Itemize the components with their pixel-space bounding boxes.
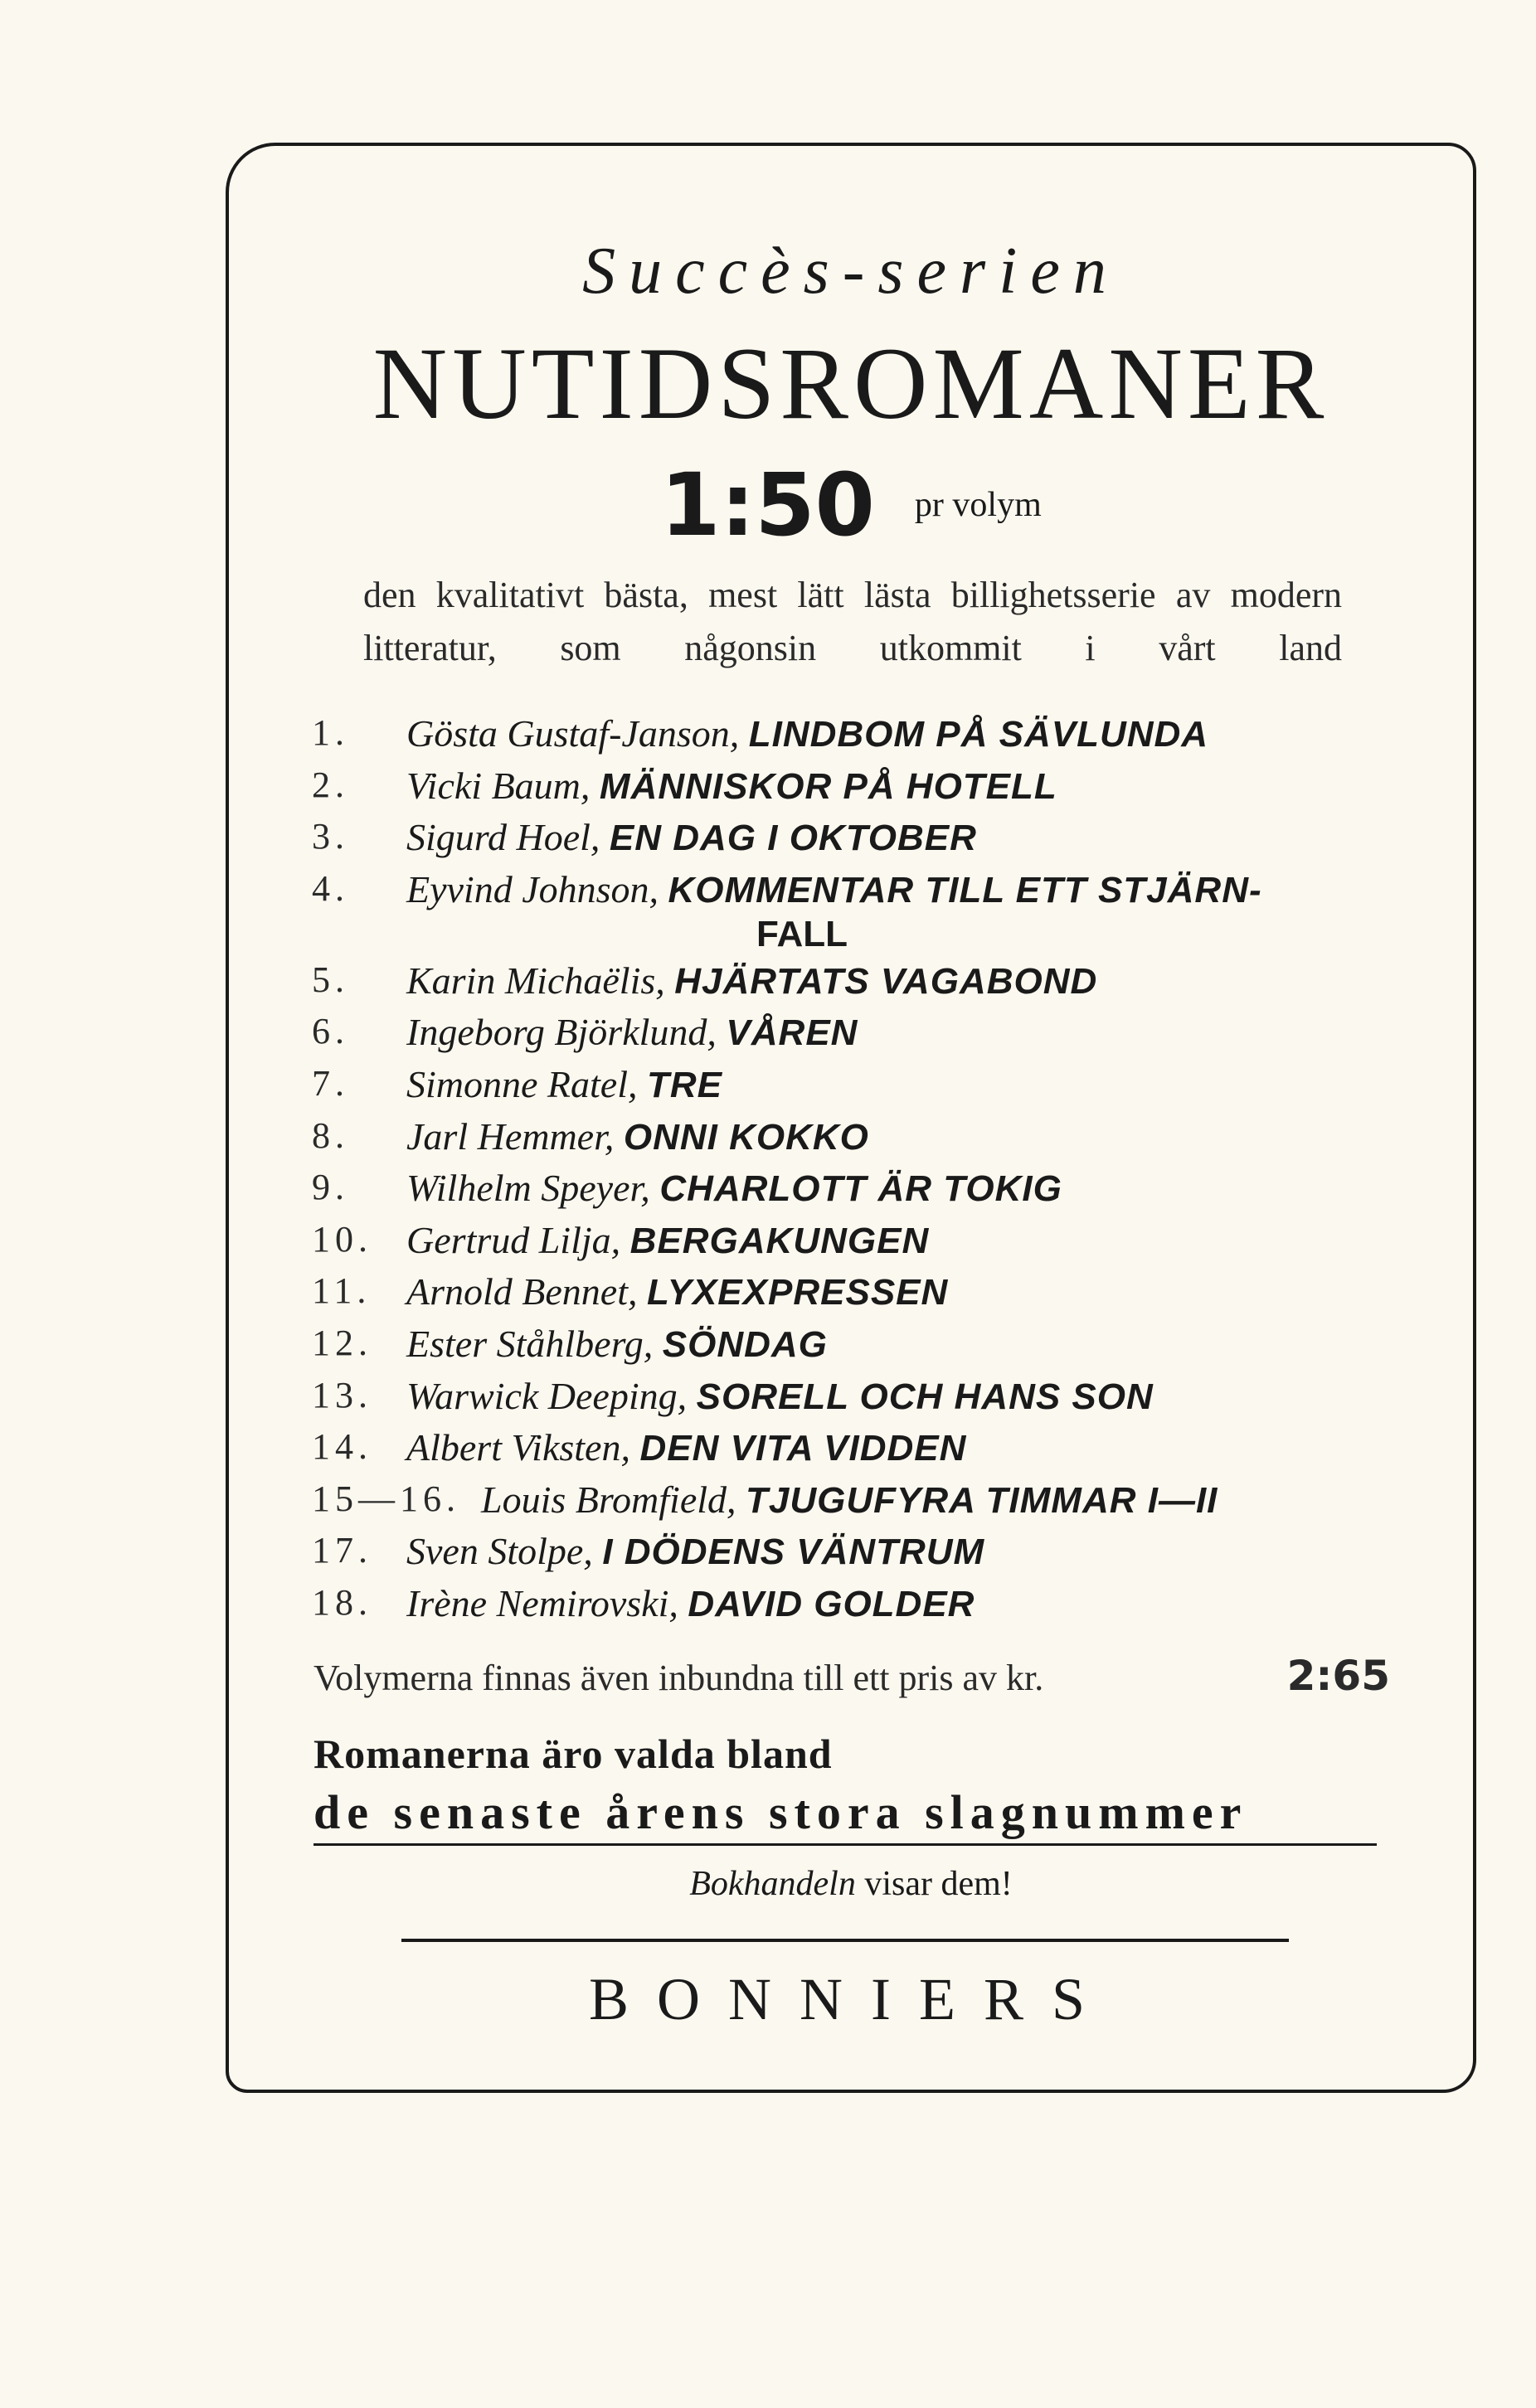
list-item xyxy=(312,711,1390,764)
item-number: 17. xyxy=(312,1530,372,1571)
item-author: Arnold Bennet, xyxy=(406,1270,638,1313)
item-author: Irène Nemirovski, xyxy=(406,1581,678,1624)
item-title: LINDBOM PÅ SÄVLUNDA xyxy=(748,714,1209,755)
item-number: 6. xyxy=(312,1011,349,1052)
item-title: DAVID GOLDER xyxy=(688,1583,975,1624)
price-value: 1:50 xyxy=(660,454,875,556)
item-author: Jarl Hemmer, xyxy=(406,1114,615,1158)
item-author: Warwick Deeping, xyxy=(406,1374,688,1417)
item-author: Gösta Gustaf-Janson, xyxy=(406,712,740,755)
list-item xyxy=(312,1166,1390,1218)
bound-edition-note xyxy=(314,1652,1390,1700)
page-title: NUTIDSROMANER xyxy=(372,327,1329,440)
price-row xyxy=(226,454,1476,556)
item-author-title xyxy=(406,1218,929,1262)
list-item xyxy=(312,1478,1390,1530)
item-title: HJÄRTATS VAGABOND xyxy=(674,960,1098,1002)
book-list xyxy=(312,711,1390,1634)
bookshop-rest: visar dem! xyxy=(864,1865,1013,1903)
item-author-title xyxy=(406,1581,975,1625)
list-item xyxy=(312,1581,1390,1634)
item-title: KOMMENTAR TILL ETT STJÄRN- xyxy=(668,869,1262,910)
divider xyxy=(401,1939,1289,1942)
item-author-title xyxy=(406,815,977,859)
item-author: Sven Stolpe, xyxy=(406,1530,593,1573)
item-title: EN DAG I OKTOBER xyxy=(609,818,977,859)
list-item xyxy=(312,1374,1390,1426)
item-number: 7. xyxy=(312,1062,349,1104)
item-number: 15—16. xyxy=(312,1478,460,1519)
item-number: 4. xyxy=(312,867,349,909)
item-title: LYXEXPRESSEN xyxy=(647,1272,949,1313)
item-author-title xyxy=(406,1529,984,1573)
item-author: Simonne Ratel, xyxy=(406,1062,638,1105)
list-item xyxy=(312,1322,1390,1374)
list-item xyxy=(312,1529,1390,1581)
item-title: BERGAKUNGEN xyxy=(629,1220,930,1261)
item-author-title xyxy=(406,1166,1062,1210)
item-author-title xyxy=(406,764,1057,808)
item-title: MÄNNISKOR PÅ HOTELL xyxy=(599,765,1057,807)
item-author-title xyxy=(406,867,1262,911)
chosen-line: Romanerna äro valda bland xyxy=(314,1731,833,1777)
series-name: Succès-serien xyxy=(582,235,1120,308)
item-title: TJUGUFYRA TIMMAR I—II xyxy=(746,1479,1218,1521)
item-number: 2. xyxy=(312,764,349,805)
item-author: Eyvind Johnson, xyxy=(406,867,659,910)
series-description: den kvalitativt bästa, mest lätt lästa billighetsserie av modern litteratur, som någonsin utkommit i vårt land xyxy=(363,575,1342,668)
item-number: 18. xyxy=(312,1581,372,1623)
item-number: 5. xyxy=(312,959,349,1000)
item-number: 12. xyxy=(312,1322,372,1363)
item-title: SORELL OCH HANS SON xyxy=(696,1376,1154,1417)
publisher-name: BONNIERS xyxy=(588,1966,1114,2032)
item-title: DEN VITA VIDDEN xyxy=(639,1428,967,1469)
bookshop-line xyxy=(226,1864,1476,1904)
item-author-title xyxy=(406,1270,948,1313)
item-number: 10. xyxy=(312,1218,372,1260)
item-author-title xyxy=(406,1010,858,1054)
item-author-title xyxy=(406,1425,966,1469)
list-item xyxy=(312,1062,1390,1114)
list-item xyxy=(312,1425,1390,1478)
item-author-title xyxy=(406,711,1208,755)
item-author: Wilhelm Speyer, xyxy=(406,1167,650,1210)
item-number: 13. xyxy=(312,1374,372,1415)
slagnummer-line: de senaste årens stora slagnummer xyxy=(314,1784,1377,1846)
item-author: Albert Viksten, xyxy=(406,1426,630,1469)
list-item xyxy=(312,764,1390,816)
item-author: Sigurd Hoel, xyxy=(406,816,600,859)
item-author-title xyxy=(406,1114,869,1158)
item-author: Karin Michaëlis, xyxy=(406,959,665,1002)
list-item xyxy=(312,959,1390,1011)
item-number: 14. xyxy=(312,1426,372,1468)
bookshop-name: Bokhandeln xyxy=(689,1865,856,1903)
item-title: VÅREN xyxy=(726,1012,858,1054)
item-title: SÖNDAG xyxy=(662,1323,828,1365)
item-author-title xyxy=(481,1478,1218,1522)
list-item xyxy=(312,1270,1390,1322)
item-author: Ingeborg Björklund, xyxy=(406,1011,717,1054)
item-title-continued: FALL xyxy=(756,913,848,954)
list-item xyxy=(312,867,1390,959)
item-number: 8. xyxy=(312,1114,349,1156)
item-author-title xyxy=(406,1322,828,1366)
item-author-title xyxy=(406,1374,1154,1418)
bound-text: Volymerna finnas även inbundna till ett pris av kr. xyxy=(314,1658,1044,1698)
item-number: 1. xyxy=(312,712,349,753)
price-unit: pr volym xyxy=(914,486,1042,524)
item-number: 11. xyxy=(312,1270,372,1312)
item-author-title xyxy=(406,959,1097,1003)
item-number: 9. xyxy=(312,1167,349,1208)
item-author-title xyxy=(406,1062,722,1106)
bound-price: 2:65 xyxy=(1286,1652,1390,1700)
item-number: 3. xyxy=(312,816,349,857)
list-item xyxy=(312,1218,1390,1270)
item-title: TRE xyxy=(647,1064,722,1105)
item-author: Louis Bromfield, xyxy=(481,1478,736,1521)
item-title: CHARLOTT ÄR TOKIG xyxy=(659,1168,1062,1210)
item-author: Gertrud Lilja, xyxy=(406,1218,621,1261)
item-title: I DÖDENS VÄNTRUM xyxy=(602,1532,985,1573)
item-author: Ester Ståhlberg, xyxy=(406,1322,654,1365)
list-item xyxy=(312,815,1390,867)
item-title: ONNI KOKKO xyxy=(623,1116,869,1158)
item-author: Vicki Baum, xyxy=(406,764,591,807)
list-item xyxy=(312,1114,1390,1167)
list-item xyxy=(312,1010,1390,1062)
